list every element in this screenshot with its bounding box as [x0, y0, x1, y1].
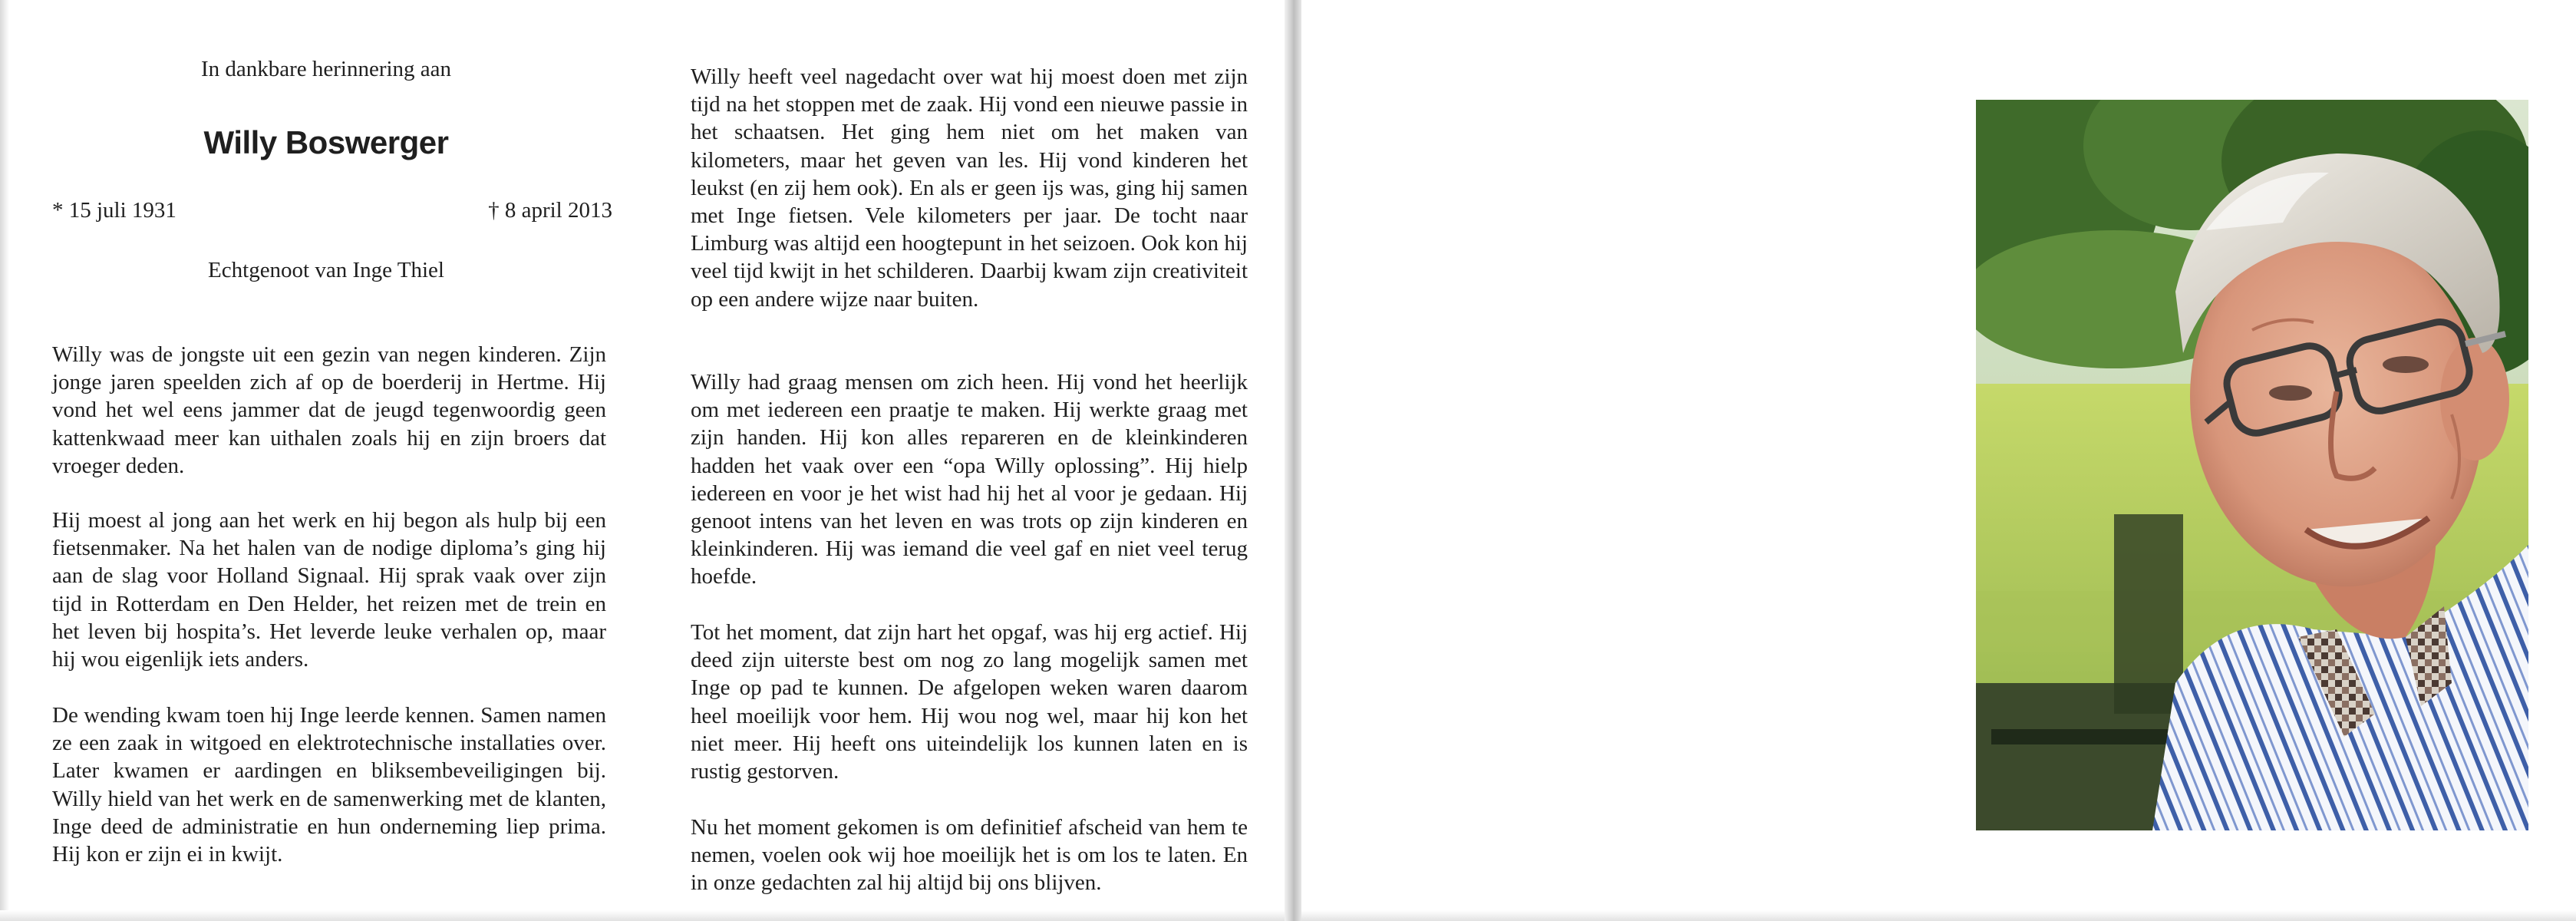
- paragraph-retirement: Willy heeft veel nagedacht over wat hij moest doen met zijn tijd na het stoppen met de zaak. Hij vond een nieuwe passie in het schaatsen. Het ging hem niet om het maken van kilometers, maar het geven van les. Hij vond kinderen het leukst (en zij hem ook). En als er geen ijs was, ging hij samen met Inge fietsen. Vele kilometers per jaar. De tocht naar Limburg was altijd een hoogtepunt in het seizoen. Ook kon hij veel tijd kwijt in het schilderen. Daarbij kwam zijn creativiteit op een andere wijze naar buiten.: [691, 64, 1248, 312]
- birth-date: * 15 juli 1931: [52, 198, 176, 223]
- paragraph-farewell: Nu het moment gekomen is om definitief afscheid van hem te nemen, voelen ook wij hoe moeilijk het is om los te laten. En in onze gedachten zal hij altijd bij ons blijven.: [691, 815, 1248, 896]
- paragraph-character: Willy had graag mensen om zich heen. Hij vond het heerlijk om met iedereen een praatje te maken. Hij werkte graag met zijn handen. Hij kon alles repareren en de kleinkinderen hadden het vaak over een “opa Willy oplossing”. Hij hielp iedereen en voor je het wist had hij het al voor je gedaan. Hij genoot intens van het leven en was trots op zijn kinderen en kleinkinderen. Hij was iemand die veel gaf en niet veel terug hoefde.: [691, 370, 1248, 589]
- portrait-photo: [1976, 100, 2528, 830]
- paragraph-career: Hij moest al jong aan het werk en hij begon als hulp bij een fietsenmaker. Na het halen van de nodige diploma’s ging hij aan de slag voor Holland Signaal. Hij sprak vaak over zijn tijd in Rotterdam en Den Helder, het reizen met de trein en het leven bij hospita’s. Het leverde leuke verhalen op, maar hij wou eigenlijk iets anders.: [52, 508, 606, 672]
- card-left-edge: [0, 0, 9, 921]
- spouse-line: Echtgenoot van Inge Thiel: [208, 258, 444, 282]
- death-date: † 8 april 2013: [488, 198, 612, 223]
- card-fold: [1285, 0, 1301, 921]
- deceased-name: Willy Boswerger: [203, 124, 449, 160]
- intro-text: In dankbare herinnering aan: [200, 57, 452, 81]
- paragraph-last-weeks: Tot het moment, dat zijn hart het opgaf, was hij erg actief. Hij deed zijn uiterste best om nog zo lang mogelijk samen met Inge op pad te kunnen. De afgelopen weken waren daarom heel moeilijk voor hem. Hij wou nog wel, maar hij kon het niet meer. Hij heeft ons uiteindelijk los kunnen laten en is rustig gestorven.: [691, 620, 1248, 784]
- portrait-illustration: [1976, 100, 2528, 830]
- life-dates: [52, 198, 612, 223]
- paragraph-business: De wending kwam toen hij Inge leerde kennen. Samen namen ze een zaak in witgoed en elektrotechnische installaties over. Later kwamen er aardingen en bliksembeveiligingen bij. Willy hield van het werk en de samenwerking met de klanten, Inge deed de administratie en hun onderneming liep prima. Hij kon er zijn ei in kwijt.: [52, 703, 606, 867]
- paragraph-childhood: Willy was de jongste uit een gezin van negen kinderen. Zijn jonge jaren speelden zich af op de boerderij in Hertme. Hij vond het wel eens jammer dat de jeugd tegenwoordig geen kattenkwaad meer kan uithalen zoals hij en zijn broers dat vroeger deden.: [52, 342, 606, 478]
